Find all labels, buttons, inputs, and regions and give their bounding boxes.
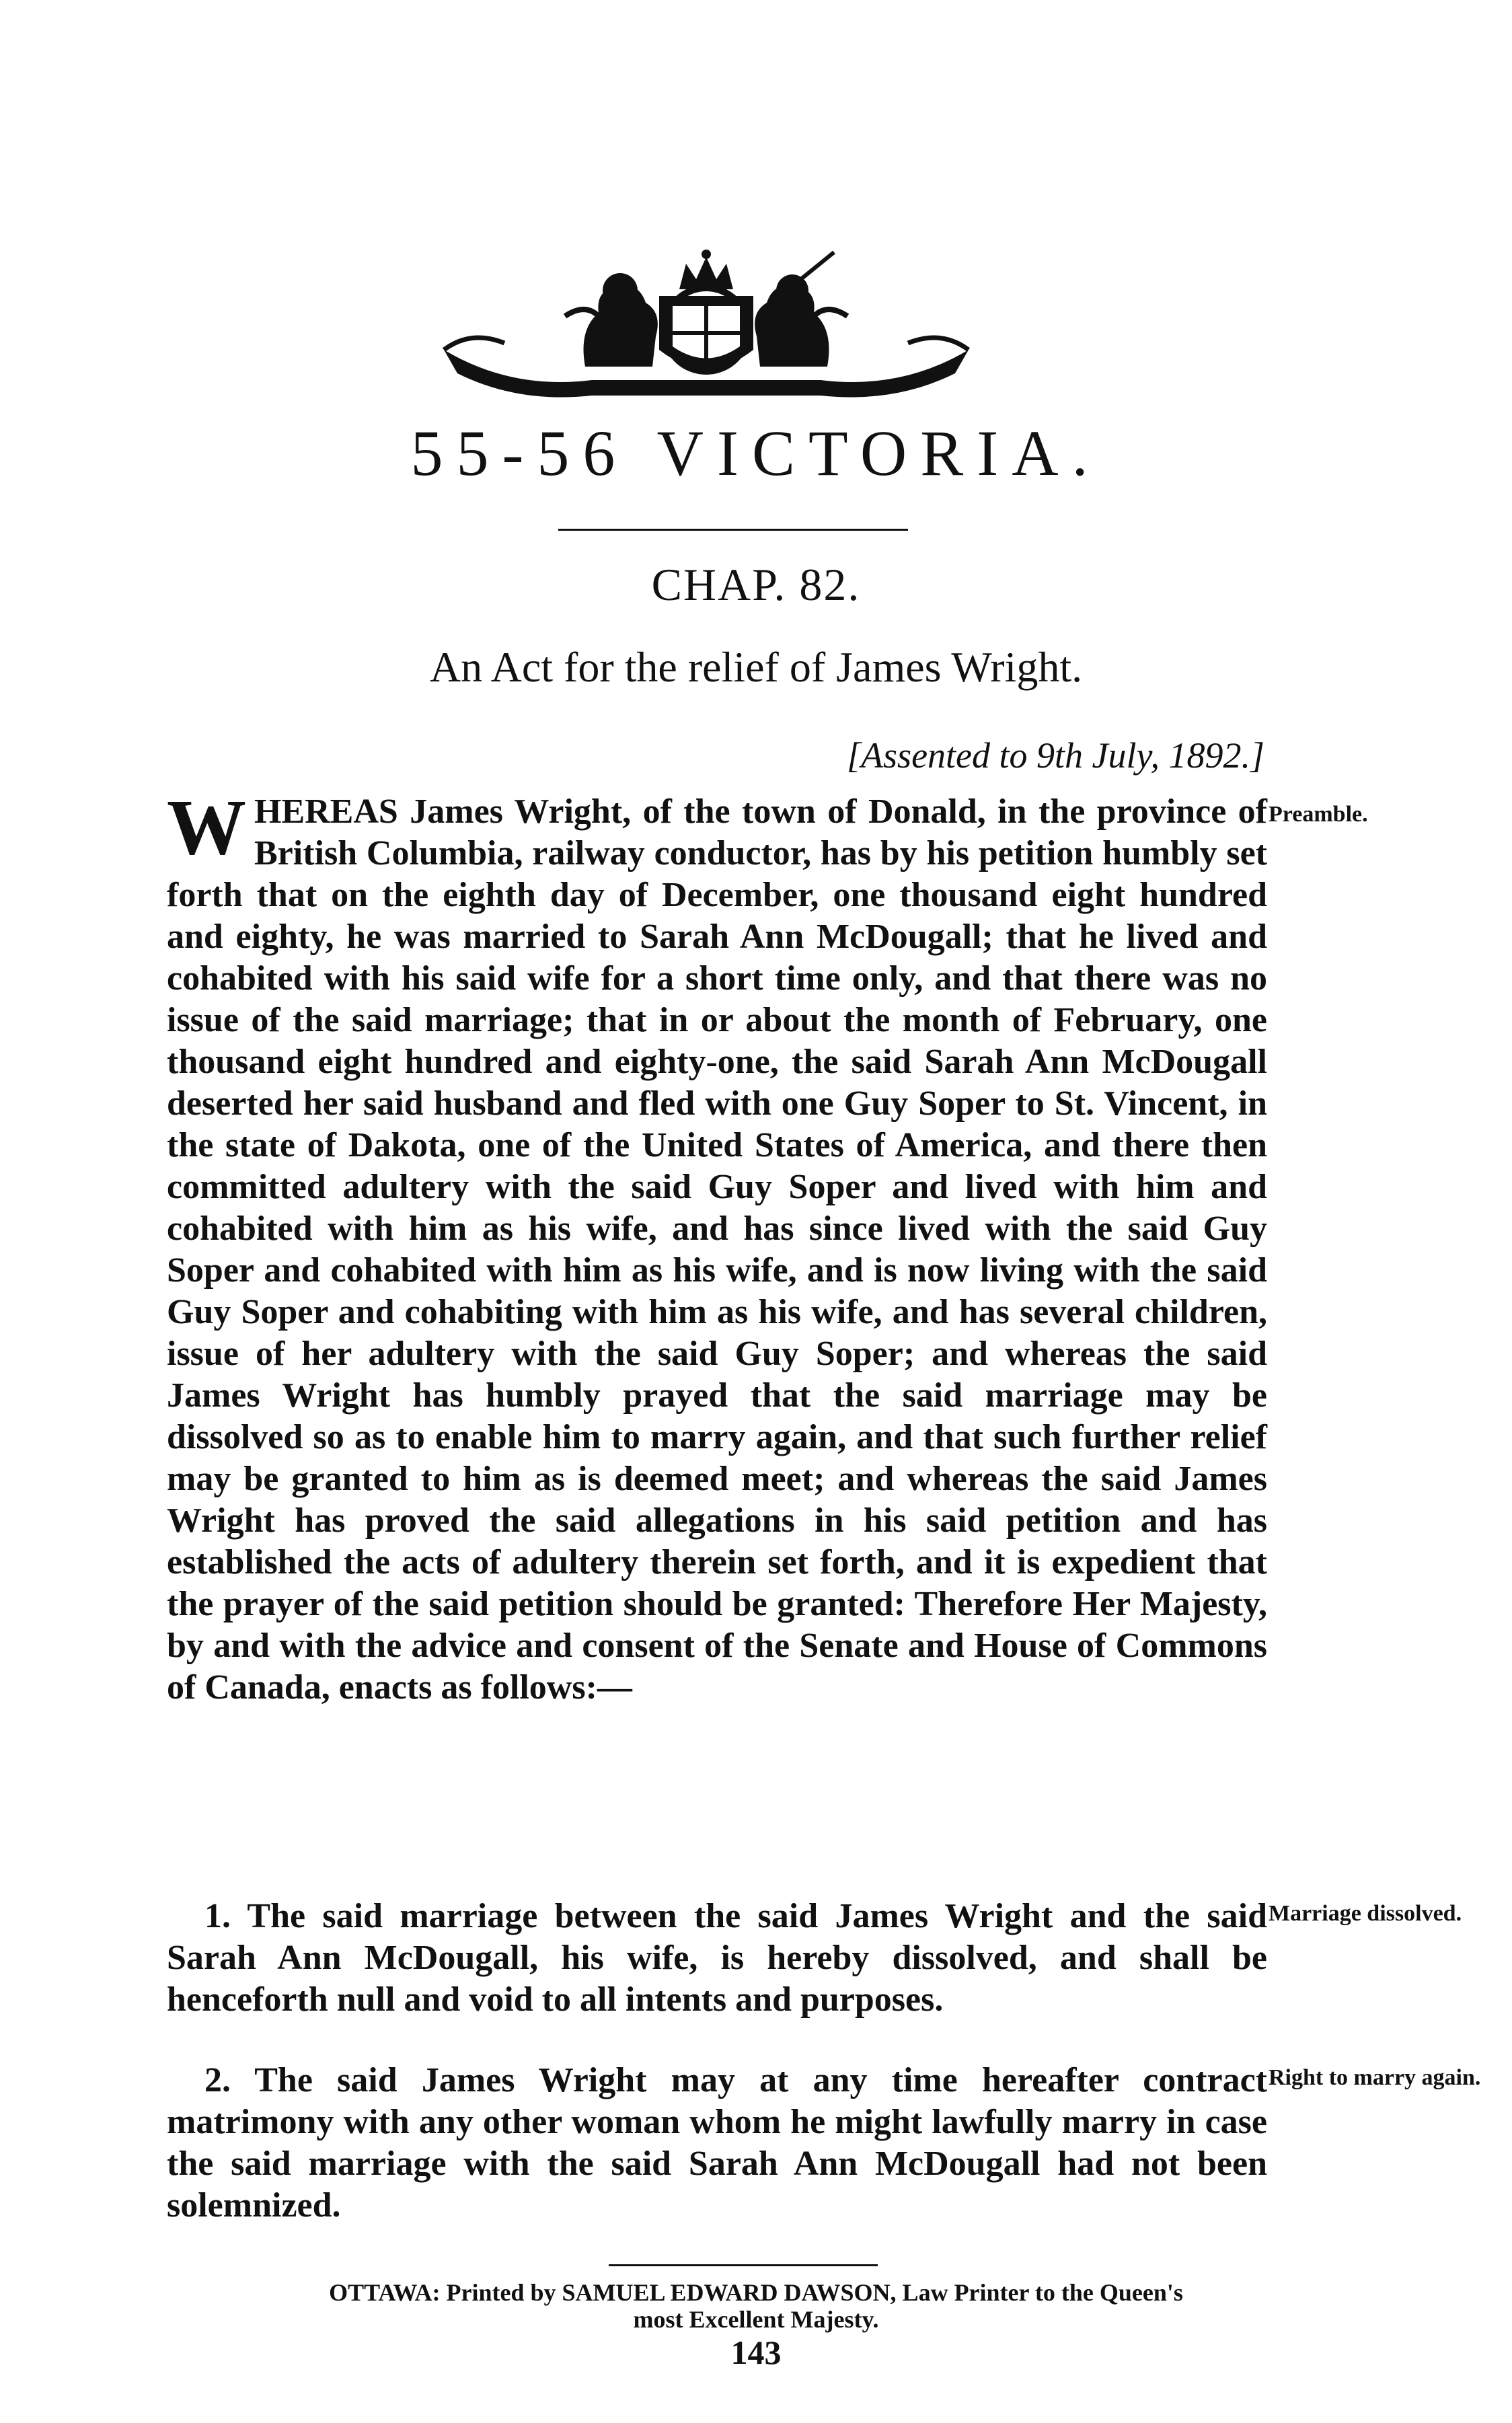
page-number: 143: [730, 2334, 782, 2371]
chapter-number: CHAP. 82.: [651, 559, 861, 610]
royal-coat-of-arms-icon: [430, 249, 982, 404]
header-rule: [558, 529, 908, 531]
section-1: [167, 1896, 1267, 2021]
imprint-line: OTTAWA: Printed by SAMUEL EDWARD DAWSON, Law Printer to the Queen's: [329, 2279, 1183, 2306]
footer-rule: [609, 2264, 878, 2266]
margin-note-section-1: Marriage dissolved.: [1269, 1901, 1462, 1926]
margin-note-section-2: Right to marry again.: [1269, 2065, 1481, 2090]
section-2: [167, 2060, 1267, 2227]
printer-imprint: [135, 2279, 1377, 2333]
act-title: An Act for the relief of James Wright.: [429, 643, 1083, 691]
section-number: 2.: [204, 2061, 231, 2099]
section-text: The said James Wright may at any time hereafter contract matrimony with any other woman whom he might lawfully marry in case the said marriage with the said Sarah Ann McDougall had not been solemnized.: [167, 2061, 1267, 2225]
margin-note-preamble: Preamble.: [1269, 802, 1368, 827]
assent-text: [Assented to 9th July, 1892.]: [847, 735, 1264, 776]
reign-heading: 55-56 VICTORIA.: [410, 417, 1102, 489]
assent-date: [673, 735, 1264, 776]
section-number: 1.: [204, 1897, 231, 1935]
preamble-paragraph: [167, 783, 1267, 1709]
imprint-line: most Excellent Majesty.: [633, 2306, 879, 2333]
section-text: The said marriage between the said James Wright and the said Sarah Ann McDougall, his wife, is hereby dissolved, and shall be henceforth null and void to all intents and purposes.: [167, 1897, 1268, 2019]
preamble-text: HEREAS James Wright, of the town of Donald, in the province of British Columbia, railway conductor, has by his petition humbly set forth that on the eighth day of December, one thousand eight hundred and eighty, he was married to Sarah Ann McDougall; that he lived and cohabited with his said wife for a short time only, and that there was no issue of the said marriage; that in or about the month of February, one thousand eight hundred and eighty-one, the said Sarah Ann McDougall deserted her said husband and fled with one Guy Soper to St. Vincent, in the state of Dakota, one of the United States of America, and there then committed adultery with the said Guy Soper and lived with him and cohabited with him as his wife, and has since lived with the said Guy Soper and cohabited with him as his wife, and is now living with the said Guy Soper and cohabiting with him as his wife, and has several children, issue of her adultery with the said Guy Soper; and whereas the said James Wright has humbly prayed that the said marriage may be dissolved so as to enable him to marry again, and that such further relief may be granted to him as is deemed meet; and whereas the said James Wright has proved the said allegations in his said petition and has established the acts of adultery therein set forth, and it is expedient that the prayer of the said petition should be granted: Therefore Her Majesty, by and with the advice and consent of the Senate and House of Commons of Canada, enacts as follows:—: [167, 792, 1267, 1707]
drop-cap: W: [167, 783, 246, 871]
